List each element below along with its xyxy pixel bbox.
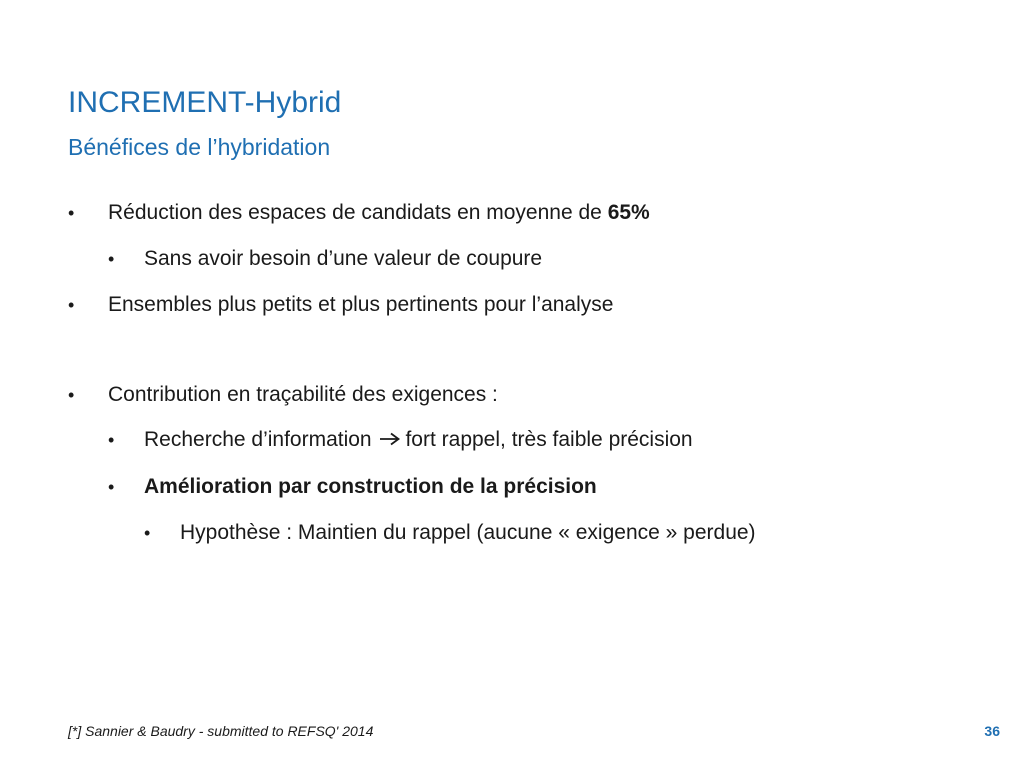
footnote: [*] Sannier & Baudry - submitted to REFSQ' 2014 bbox=[68, 723, 374, 739]
bullet-text: Sans avoir besoin d’une valeur de coupure bbox=[144, 247, 543, 270]
sub-bullet-item-1 bbox=[108, 245, 543, 273]
bullet-marker: • bbox=[108, 249, 115, 269]
bullet-marker: • bbox=[68, 203, 75, 223]
sub-bullet-item-3 bbox=[108, 473, 597, 501]
bullet-text: Hypothèse : Maintien du rappel (aucune « exigence » perdue) bbox=[180, 521, 756, 544]
bullet-text-bold: Amélioration par construction de la précision bbox=[144, 475, 597, 498]
right-arrow-icon bbox=[379, 432, 401, 446]
bullet-text: Contribution en traçabilité des exigences : bbox=[108, 383, 498, 406]
bullet-text-after-arrow: fort rappel, très faible précision bbox=[405, 428, 693, 451]
bullet-marker: • bbox=[108, 430, 115, 450]
sub-sub-bullet-item-1 bbox=[144, 519, 756, 547]
page-number: 36 bbox=[984, 723, 1000, 739]
bullet-item-1 bbox=[68, 199, 650, 227]
bullet-marker: • bbox=[144, 523, 151, 543]
bullet-highlight: 65% bbox=[607, 201, 650, 224]
bullet-marker: • bbox=[68, 295, 75, 315]
bullet-text: Réduction des espaces de candidats en moyenne de bbox=[108, 201, 608, 224]
bullet-marker: • bbox=[68, 385, 75, 405]
slide-title: INCREMENT-Hybrid bbox=[68, 86, 342, 119]
bullet-text: Ensembles plus petits et plus pertinents pour l’analyse bbox=[108, 293, 614, 316]
bullet-marker: • bbox=[108, 477, 115, 497]
bullet-item-3 bbox=[68, 381, 498, 409]
sub-bullet-item-2 bbox=[108, 426, 693, 454]
bullet-item-2 bbox=[68, 291, 614, 319]
slide-subtitle: Bénéfices de l’hybridation bbox=[68, 134, 331, 160]
bullet-text-before-arrow: Recherche d’information bbox=[144, 428, 372, 451]
